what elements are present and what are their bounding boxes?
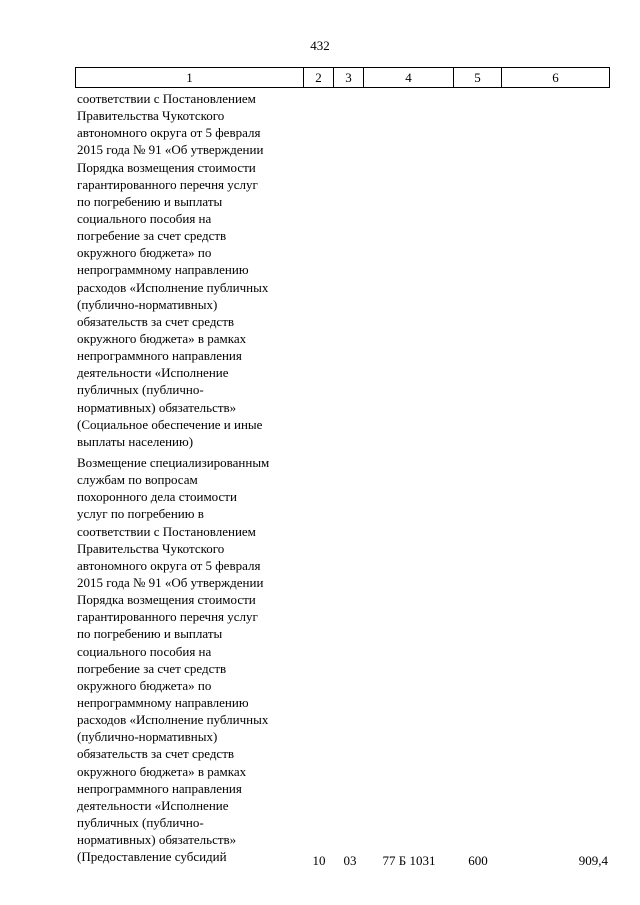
row-1-description bbox=[77, 90, 317, 450]
description-line: публичных (публично- bbox=[77, 382, 204, 398]
description-line: гарантированного перечня услуг bbox=[77, 176, 258, 192]
description-line: окружного бюджета» в рамках bbox=[77, 330, 247, 346]
description-line: окружного бюджета» по bbox=[77, 245, 212, 261]
description-line: выплаты населению) bbox=[77, 433, 194, 449]
description-line: нормативных) обязательств» bbox=[77, 399, 237, 415]
row-2-target-article: 77 Б 1031 bbox=[382, 853, 436, 868]
description-line: гарантированного перечня услуг bbox=[77, 609, 258, 625]
description-line: службам по вопросам bbox=[77, 472, 198, 488]
description-line: окружного бюджета» по bbox=[77, 677, 212, 693]
description-line: автономного округа от 5 февраля bbox=[77, 125, 261, 141]
page-number: 432 bbox=[310, 38, 330, 53]
row-2-amount: 909,4 bbox=[578, 853, 608, 868]
description-line: социального пособия на bbox=[77, 643, 212, 659]
description-line: деятельности «Исполнение bbox=[77, 365, 229, 381]
description-line: социального пособия на bbox=[77, 210, 212, 226]
description-line: по погребению и выплаты bbox=[77, 193, 223, 209]
description-line: по погребению и выплаты bbox=[77, 626, 223, 642]
row-2-description bbox=[77, 454, 317, 865]
description-line: соответствии с Постановлением bbox=[77, 91, 256, 106]
description-line: непрограммному направлению bbox=[77, 694, 249, 710]
description-line: публичных (публично- bbox=[77, 814, 204, 830]
description-line: Правительства Чукотского bbox=[77, 108, 225, 124]
description-line: обязательств за счет средств bbox=[77, 746, 235, 762]
row-2-section: 10 bbox=[312, 853, 326, 868]
description-line: (Социальное обеспечение и иные bbox=[77, 416, 263, 432]
description-line: непрограммного направления bbox=[77, 348, 242, 364]
column-number-5: 5 bbox=[454, 68, 502, 88]
description-line: погребение за счет средств bbox=[77, 228, 227, 244]
column-number-2: 2 bbox=[304, 68, 334, 88]
description-line: Порядка возмещения стоимости bbox=[77, 159, 256, 175]
description-line: похоронного дела стоимости bbox=[77, 489, 237, 505]
description-line: расходов «Исполнение публичных bbox=[77, 712, 269, 728]
column-number-3: 3 bbox=[334, 68, 364, 88]
description-line: Возмещение специализированным bbox=[77, 455, 270, 470]
column-number-6: 6 bbox=[502, 68, 610, 88]
description-line: (публично-нормативных) bbox=[77, 296, 218, 312]
row-2-expense-type: 600 bbox=[468, 853, 488, 868]
description-line: (публично-нормативных) bbox=[77, 729, 218, 745]
description-line: деятельности «Исполнение bbox=[77, 797, 229, 813]
description-line: нормативных) обязательств» bbox=[77, 832, 237, 848]
description-line: (Предоставление субсидий bbox=[77, 849, 227, 865]
column-number-4: 4 bbox=[364, 68, 454, 88]
description-line: услуг по погребению в bbox=[77, 506, 204, 522]
description-line: непрограммного направления bbox=[77, 780, 242, 796]
description-line: 2015 года № 91 «Об утверждении bbox=[77, 574, 264, 590]
column-number-1: 1 bbox=[76, 68, 304, 88]
description-line: соответствии с Постановлением bbox=[77, 523, 256, 539]
description-line: Порядка возмещения стоимости bbox=[77, 592, 256, 608]
column-header-table bbox=[75, 67, 610, 88]
description-line: автономного округа от 5 февраля bbox=[77, 557, 261, 573]
column-header-row bbox=[76, 68, 610, 88]
description-line: окружного бюджета» в рамках bbox=[77, 763, 247, 779]
description-line: 2015 года № 91 «Об утверждении bbox=[77, 142, 264, 158]
row-2-subsection: 03 bbox=[343, 853, 357, 868]
description-line: непрограммному направлению bbox=[77, 262, 249, 278]
description-line: расходов «Исполнение публичных bbox=[77, 279, 269, 295]
description-line: обязательств за счет средств bbox=[77, 313, 235, 329]
description-line: погребение за счет средств bbox=[77, 660, 227, 676]
description-line: Правительства Чукотского bbox=[77, 540, 225, 556]
